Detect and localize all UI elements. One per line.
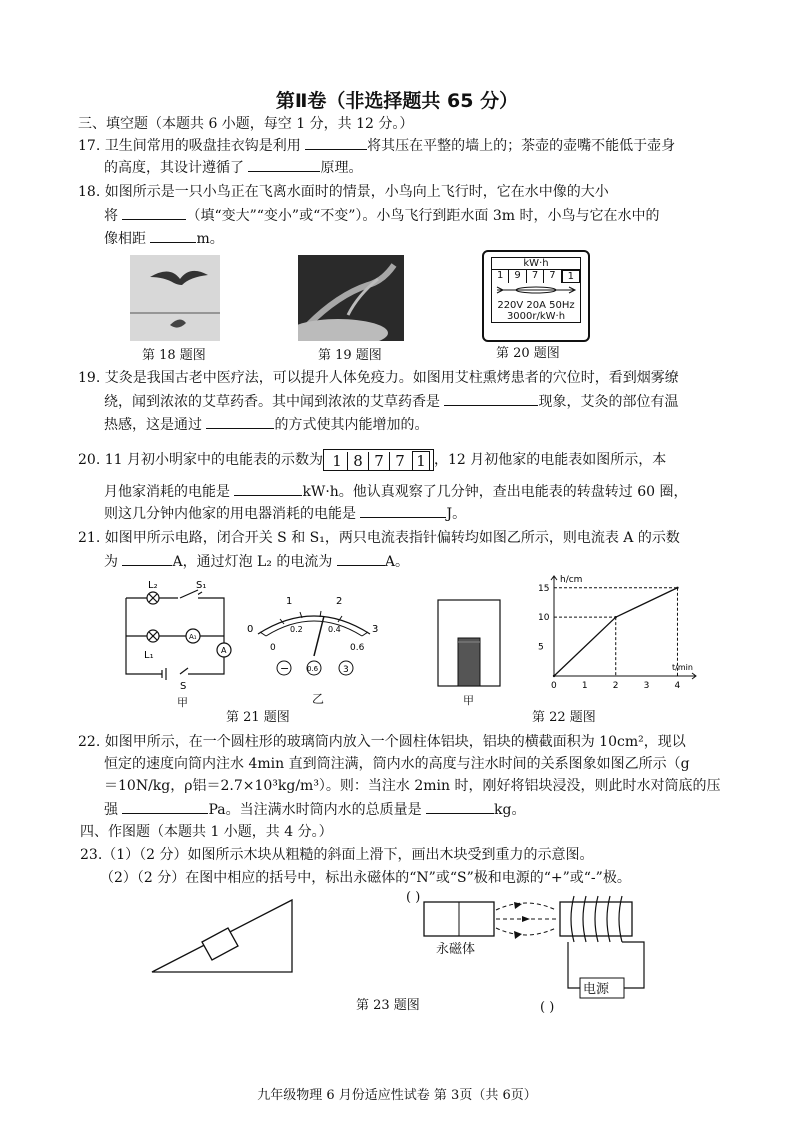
question-22-line2: 恒定的速度向筒内注水 4min 直到筒注满，筒内水的高度与注水时间的关系图象如图乙所示（g	[104, 756, 690, 772]
label-S: S	[180, 681, 187, 692]
meter-digit: 1	[492, 270, 509, 283]
chart-data-point	[676, 587, 678, 589]
question-17-line2: 的高度，其设计遵循了 原理。	[104, 157, 362, 178]
q22-blank-1[interactable]	[122, 799, 208, 814]
q17-blank-2[interactable]	[248, 157, 320, 172]
meter-digit: 7	[527, 270, 544, 283]
caption-fig22: 第 22 题图	[532, 710, 596, 725]
scale-top-3: 3	[372, 624, 379, 635]
question-20-line2: 月他家消耗的电能是 kW·h。他认真观察了几分钟，查出电能表的转盘转过 60 圈，	[104, 481, 688, 502]
caption-fig18: 第 18 题图	[142, 348, 206, 363]
question-23-part2: （2）（2 分）在图中相应的括号中，标出永磁体的“N”或“S”极和电源的“+”或“-”极。	[100, 870, 631, 886]
q18-blank-1[interactable]	[122, 205, 186, 220]
q22-blank-2[interactable]	[426, 799, 494, 814]
chart-xlabel: t/min	[672, 663, 693, 672]
chart-series-segment	[616, 588, 678, 617]
q20-blank-2[interactable]	[360, 503, 446, 518]
q20-meter-reading: 1 8 7 7 1	[323, 449, 434, 471]
section4-heading: 四、作图题（本题共 1 小题，共 4 分。）	[80, 824, 333, 840]
scale-bottom-0.4: 0.4	[328, 625, 341, 634]
label-L2: L₂	[148, 580, 158, 591]
question-18-line1: 18. 如图所示是一只小鸟正在飞离水面时的情景，小鸟向上飞行时，它在水中像的大小	[78, 184, 609, 200]
chart-data-point	[553, 675, 555, 677]
q17-blank-1[interactable]	[305, 135, 367, 150]
meter-digit: 7	[544, 270, 561, 283]
meter-digit: 9	[509, 270, 526, 283]
q18-blank-2[interactable]	[150, 228, 196, 243]
section3-heading: 三、填空题（本题共 6 小题，每空 1 分，共 12 分。）	[78, 116, 414, 132]
question-22-line4: 强 Pa。当注满水时筒内水的总质量是 kg。	[104, 799, 526, 820]
question-20-line3: 则这几分钟内他家的用电器消耗的电能是 J。	[104, 503, 466, 524]
figure-20-electric-meter	[482, 250, 590, 342]
terminal-3: 3	[343, 665, 349, 675]
question-17-line1: 17. 卫生间常用的吸盘挂衣钩是利用 将其压在平整的墙上的；茶壶的壶嘴不能低于壶身	[78, 135, 675, 156]
label-A1: A₁	[189, 633, 197, 641]
chart-xtick-label: 4	[674, 681, 681, 691]
caption-fig19: 第 19 题图	[318, 348, 382, 363]
power-pole-paren[interactable]: ( )	[540, 1000, 555, 1015]
q19-blank-1[interactable]	[444, 391, 538, 406]
scale-top-2: 2	[336, 596, 343, 607]
question-18-line3: 像相距 m。	[104, 228, 224, 249]
terminal-negative: −	[280, 662, 290, 675]
figure-22-chart-yi	[524, 572, 704, 692]
section-title: 第Ⅱ卷（非选择题共 65 分）	[275, 90, 519, 112]
label-L1: L₁	[144, 650, 154, 661]
figure-21-circuit-jia	[118, 576, 248, 696]
scale-top-0: 0	[247, 624, 254, 635]
meter-digits	[492, 269, 580, 283]
caption-fig20: 第 20 题图	[496, 346, 560, 361]
question-18-line2: 将 （填“变大”“变小”或“不变”）。小鸟飞行到距水面 3m 时，小鸟与它在水中的	[104, 205, 659, 226]
question-23-part1: 23.（1）（2 分）如图所示木块从粗糙的斜面上滑下，画出木块受到重力的示意图。	[80, 847, 594, 863]
label-S1: S₁	[196, 580, 207, 591]
chart-ylabel: h/cm	[560, 575, 583, 585]
chart-data-point	[615, 616, 617, 618]
meter-unit: kW·h	[523, 258, 549, 269]
caption-fig21: 第 21 题图	[226, 710, 290, 725]
chart-xtick-label: 0	[551, 681, 557, 691]
question-22-line3: ＝10N/kg，ρ铝＝2.7×10³kg/m³）。则：当注水 2min 时，刚好将铝块浸没，则此时水对筒底的压	[104, 778, 721, 794]
q20-blank-1[interactable]	[234, 481, 302, 496]
question-21-line1: 21. 如图甲所示电路，闭合开关 S 和 S₁，两只电流表指针偏转均如图乙所示，则电流表 A 的示数	[78, 530, 680, 546]
meter-spec2: 3000r/kW·h	[506, 311, 566, 322]
figure-22-cylinder-jia	[436, 598, 502, 688]
chart-xtick-label: 3	[643, 681, 650, 691]
q21-blank-1[interactable]	[122, 551, 172, 566]
question-22-line1: 22. 如图甲所示，在一个圆柱形的玻璃筒内放入一个圆柱体铝块，铝块的横截面积为 10cm²，现以	[78, 734, 686, 750]
power-label: 电源	[583, 982, 610, 997]
meter-disc	[493, 283, 579, 297]
question-21-line2: 为 A，通过灯泡 L₂ 的电流为 A。	[104, 551, 409, 572]
magnet-pole-paren[interactable]: ( )	[406, 890, 421, 905]
figure-23-incline	[148, 892, 298, 976]
figure-19-moxibustion-photo	[298, 255, 404, 341]
q21-blank-2[interactable]	[337, 551, 385, 566]
page-footer: 九年级物理 6 月份适应性试卷 第 3页（共 6页）	[257, 1088, 537, 1103]
chart-xtick-label: 2	[612, 681, 619, 691]
question-20-line1: 20. 11 月初小明家中的电能表的示数为 1 8 7 7 1 ，12 月初他家的电能表如图所示，本	[78, 449, 666, 471]
chart-series-segment	[554, 617, 616, 676]
figure-18-bird-photo	[130, 255, 220, 341]
label-jia-21: 甲	[177, 696, 188, 709]
scale-bottom-0.2: 0.2	[290, 625, 303, 634]
q19-blank-2[interactable]	[206, 414, 274, 429]
label-A: A	[221, 646, 227, 655]
scale-bottom-0.6: 0.6	[350, 643, 365, 653]
question-19-line2: 绕，闻到浓浓的艾草药香。其中闻到浓浓的艾草药香是 现象，艾灸的部位有温	[104, 391, 678, 412]
chart-ytick-label: 5	[538, 642, 544, 653]
chart-ytick-label: 15	[538, 583, 550, 594]
terminal-0.6: 0.6	[307, 665, 319, 673]
meter-digit-decimal: 1	[562, 270, 580, 283]
question-19-line3: 热感，这是通过 的方式使其内能增加的。	[104, 414, 428, 435]
caption-fig23: 第 23 题图	[356, 998, 420, 1013]
chart-ytick-label: 10	[538, 613, 550, 624]
magnet-label: 永磁体	[436, 942, 476, 957]
meter-window	[491, 257, 581, 323]
figure-21-ammeter-yi	[244, 596, 384, 686]
meter-spec1: 220V 20A 50Hz	[497, 300, 575, 311]
scale-top-1: 1	[286, 596, 293, 607]
label-jia-22: 甲	[463, 694, 474, 707]
question-19-line1: 19. 艾灸是我国古老中医疗法，可以提升人体免疫力。如图用艾柱熏烤患者的穴位时，看到烟雾缭	[78, 370, 679, 386]
scale-bottom-0: 0	[270, 643, 276, 653]
chart-xtick-label: 1	[581, 681, 588, 691]
label-yi-21: 乙	[312, 692, 325, 706]
